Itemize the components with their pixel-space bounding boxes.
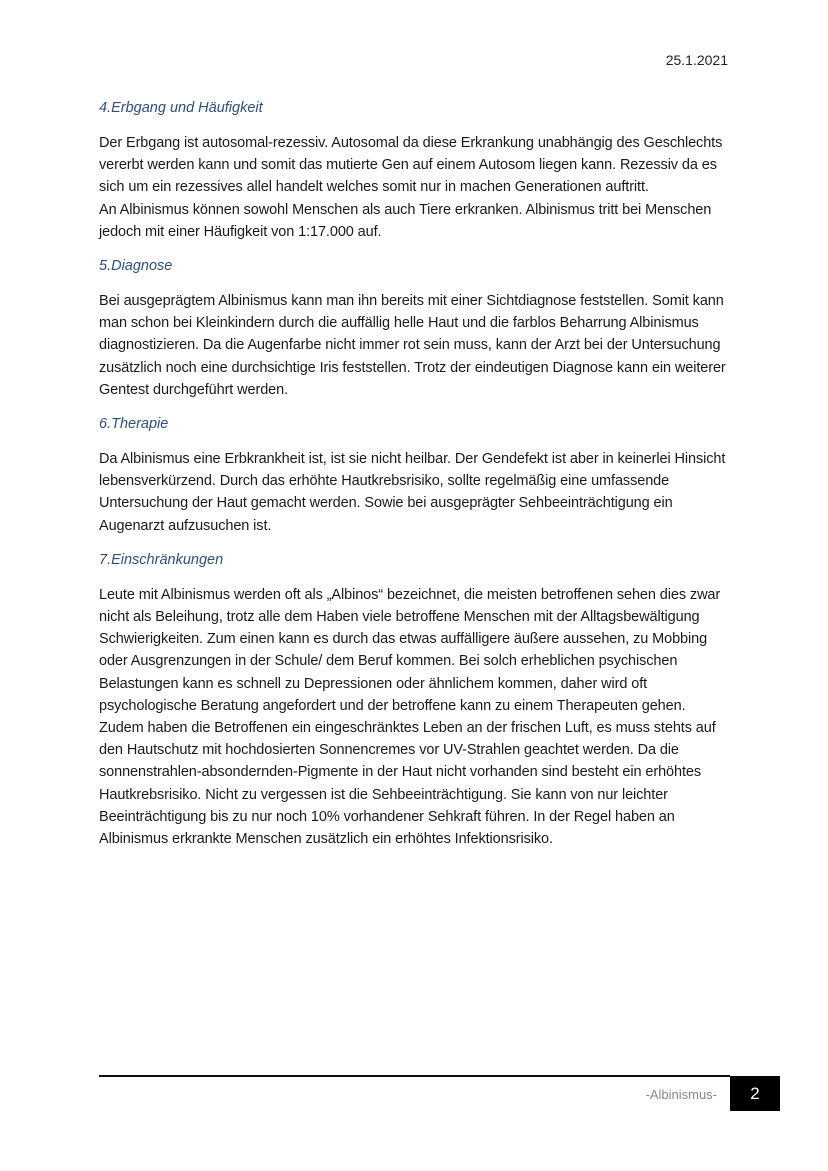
section-heading: 4.Erbgang und Häufigkeit bbox=[99, 100, 263, 116]
paragraph: An Albinismus können sowohl Menschen als auch Tiere erkranken. Albinismus tritt bei Menschen jedoch mit einer Häufigkeit von 1:17.000 auf. bbox=[99, 201, 712, 240]
section-einschraenkungen bbox=[99, 549, 731, 850]
paragraph: Der Erbgang ist autosomal-rezessiv. Autosomal da diese Erkrankung unabhängig des Geschlechts vererbt werden kann und somit das mutierte Gen auf einem Autosom liegen kann. Rezessiv da es sich um ein rezessives allel handelt welches somit nur in machen Generationen auftritt. bbox=[99, 135, 723, 196]
section-heading: 6.Therapie bbox=[99, 416, 169, 433]
paragraph: Da Albinismus eine Erbkrankheit ist, ist sie nicht heilbar. Der Gendefekt ist aber in keinerlei Hinsicht lebensverkürzend. Durch das erhöhte Hautkrebsrisiko, sollte regelmäßig eine umfassende Untersuchung der Haut gemacht werden. Sowie bei ausgeprägter Sehbeeinträchtigung ein Augenarzt aufzusuchen ist. bbox=[99, 451, 726, 534]
paragraph: Leute mit Albinismus werden oft als „Albinos“ bezeichnet, die meisten betroffenen sehen dies zwar nicht als Beleihung, trotz alle dem Haben viele betroffene Menschen mit der Alltagsbewältigung Schwierigkeiten. Zum einen kann es durch das etwas auffälligere äußere aussehen, zu Mobbing oder Ausgrenzungen in der Schule/ dem Beruf kommen. Bei solch erheblichen psychischen Belastungen kann es schnell zu Depressionen oder ähnlichem kommen, daher wird oft psychologische Beratung angefordert und der betroffene kann zu einem Therapeuten gehen. Zudem haben die Betroffenen ein eingeschränktes Leben an der frischen Luft, es muss stehts auf den Hautschutz mit hochdosierten Sonnencremes vor UV-Strahlen geachtet werden. Da die sonnenstrahlen-absondernden-Pigmente in der Haut nicht vorhanden sind besteht ein erhöhtes Hautkrebsrisiko. Nicht zu vergessen ist die Sehbeeinträchtigung. Sie kann von nur leichter Beeinträchtigung bis zu nur noch 10% vorhandener Sehkraft führen. In der Regel haben an Albinismus erkrankte Menschen zusätzlich ein erhöhtes Infektionsrisiko. bbox=[99, 586, 721, 848]
footer-divider bbox=[99, 1075, 730, 1077]
document-body bbox=[99, 97, 731, 862]
section-heading: 7.Einschränkungen bbox=[99, 551, 224, 568]
section-heading: 5.Diagnose bbox=[99, 258, 173, 275]
section-diagnose bbox=[99, 255, 731, 401]
section-therapie bbox=[99, 413, 731, 537]
section-erbgang bbox=[99, 97, 731, 243]
page-date: 25.1.2021 bbox=[665, 52, 728, 68]
page-number: 2 bbox=[730, 1076, 780, 1111]
paragraph: Bei ausgeprägtem Albinismus kann man ihn bereits mit einer Sichtdiagnose feststellen. Somit kann man schon bei Kleinkindern durch die auffällig helle Haut und die farblos Beharrung Albinismus diagnostizieren. Da die Augenfarbe nicht immer rot sein muss, kann der Arzt bei der Untersuchung zusätzlich noch eine durchsichtige Iris feststellen. Trotz der eindeutigen Diagnose kann ein weiterer Gentest durchgeführt werden. bbox=[99, 293, 726, 398]
footer-title: -Albinismus- bbox=[645, 1087, 717, 1102]
